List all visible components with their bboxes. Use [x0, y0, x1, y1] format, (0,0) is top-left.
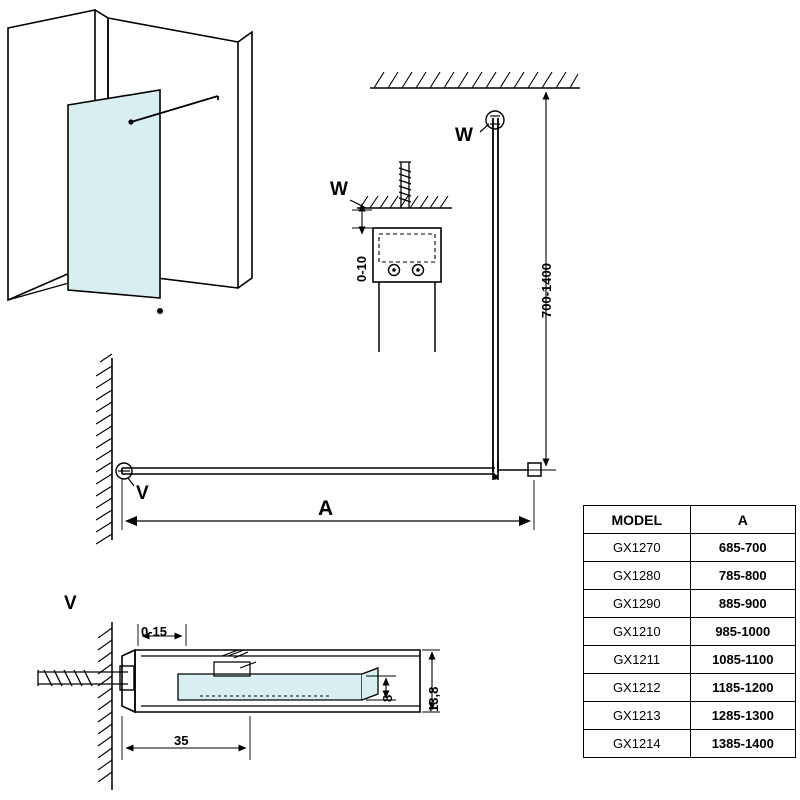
cell-a: 985-1000 — [690, 618, 795, 646]
column-header-model: MODEL — [584, 506, 691, 534]
cell-model: GX1280 — [584, 562, 691, 590]
table-row — [584, 590, 796, 618]
model-dimension-table — [583, 505, 796, 758]
cell-model: GX1210 — [584, 618, 691, 646]
cell-model: GX1211 — [584, 646, 691, 674]
cell-model: GX1213 — [584, 702, 691, 730]
table-header-row — [584, 506, 796, 534]
dimension-label-glass-offset: 8 — [380, 694, 395, 702]
perspective-glass-panel — [68, 90, 160, 298]
table-row — [584, 674, 796, 702]
table-row — [584, 562, 796, 590]
cell-a: 1185-1200 — [690, 674, 795, 702]
table-row — [584, 730, 796, 758]
callout-label-V-detail: V — [64, 593, 77, 614]
cell-a: 685-700 — [690, 534, 795, 562]
cell-model: GX1270 — [584, 534, 691, 562]
dimension-label-profile-total-height: 13,8 — [426, 686, 441, 712]
callout-label-V-plan: V — [136, 483, 149, 504]
cell-a: 1085-1100 — [690, 646, 795, 674]
cell-model: GX1212 — [584, 674, 691, 702]
cell-a: 785-800 — [690, 562, 795, 590]
dimension-label-bracket-gap: 0-10 — [354, 255, 369, 282]
column-header-a: A — [690, 506, 795, 534]
dimension-label-profile-width: 35 — [174, 733, 189, 748]
dimension-label-A: A — [318, 497, 334, 520]
dimension-label-height: 700-1400 — [539, 263, 554, 318]
table-row — [584, 618, 796, 646]
cell-model: GX1290 — [584, 590, 691, 618]
table-row — [584, 702, 796, 730]
cell-a: 885-900 — [690, 590, 795, 618]
callout-label-W-top: W — [455, 125, 473, 146]
table-row — [584, 646, 796, 674]
table-row — [584, 534, 796, 562]
profile-detail-V — [38, 622, 440, 790]
callout-label-W-detail: W — [330, 179, 348, 200]
cell-model: GX1214 — [584, 730, 691, 758]
cell-a: 1385-1400 — [690, 730, 795, 758]
dimension-label-profile-adjust: 0-15 — [141, 624, 168, 639]
cell-a: 1285-1300 — [690, 702, 795, 730]
